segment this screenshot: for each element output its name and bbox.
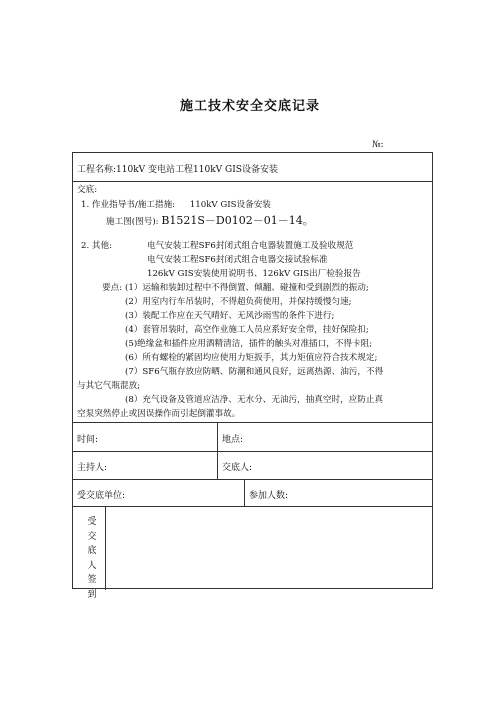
others-line: 电气安装工程SF6封闭式组合电器交接试验标准 bbox=[147, 255, 328, 265]
signature-label: 受交底人签到 bbox=[87, 517, 97, 600]
row-divider bbox=[73, 451, 432, 452]
drawing-number: B1521S－D0102－01－14。 bbox=[161, 214, 314, 227]
others-line: 126kV GIS安装使用说明书、126kV GIS出厂检验报告 bbox=[147, 269, 361, 279]
place-label: 地点: bbox=[222, 435, 244, 445]
point-item: (5)绝缘盆和插件应用酒精清洁，插件的触头对准插口，不得卡阻; bbox=[125, 339, 373, 349]
points-label: 要点: bbox=[102, 283, 123, 293]
point-item: (1）运输和装卸过程中不得倒置、倾翻、碰撞和受到剧烈的振动; bbox=[125, 283, 369, 293]
point-item: (2）用室内行车吊装时，不得超负荷使用，并保持缓慢匀速; bbox=[125, 297, 352, 307]
point-item: (8）充气设备及管道应洁净、无水分、无油污，抽真空时，应防止真 bbox=[125, 395, 384, 405]
point-item: (6）所有螺栓的紧固均应使用力矩扳手，其力矩值应符合技术规定; bbox=[125, 353, 378, 363]
row-divider bbox=[73, 422, 432, 423]
project-name-label: 工程名称: bbox=[77, 165, 117, 175]
row-divider bbox=[73, 506, 432, 507]
guide-row bbox=[81, 198, 271, 210]
point-item: (7）SF6气瓶存放应防晒、防潮和通风良好，远离热源、油污，不得 bbox=[125, 367, 384, 377]
column-divider bbox=[217, 422, 218, 479]
point-item: (3）装配工作应在天气晴好、无风沙雨雪的条件下进行; bbox=[125, 311, 335, 321]
time-label: 时间: bbox=[77, 435, 99, 445]
point-item: (4）套管吊装时，高空作业施工人员应系好安全带，挂好保险扣; bbox=[125, 325, 369, 335]
point-item-continuation: 空泵突然停止或因误操作而引起倒灌事故。 bbox=[77, 409, 241, 419]
others-label: 2. 其他: bbox=[81, 241, 113, 251]
guide-value: 110kV GIS设备安装 bbox=[189, 200, 271, 210]
drawing-label: 施工图(图号): bbox=[106, 217, 159, 227]
record-table bbox=[72, 152, 433, 600]
briefing-heading: 交底: bbox=[77, 185, 98, 195]
point-item-continuation: 与其它气瓶混放; bbox=[77, 381, 141, 391]
drawing-row bbox=[106, 212, 314, 228]
row-divider bbox=[73, 479, 432, 480]
participants-label: 参加人数: bbox=[249, 491, 289, 501]
document-title: 施工技术安全交底记录 bbox=[179, 99, 320, 114]
receiving-unit-label: 受交底单位: bbox=[77, 491, 126, 501]
column-divider bbox=[105, 506, 106, 590]
row-divider bbox=[73, 181, 432, 182]
presenter-label: 交底人: bbox=[222, 463, 253, 473]
project-name-value: 110kV 变电站工程110kV GIS设备安装 bbox=[116, 165, 278, 175]
host-label: 主持人: bbox=[77, 463, 108, 473]
document-number-label: №: bbox=[372, 140, 384, 150]
guide-label: 1. 作业指导书/施工措施: bbox=[81, 200, 176, 210]
briefing-cell bbox=[77, 183, 432, 421]
project-name-row bbox=[77, 162, 278, 175]
column-divider bbox=[244, 479, 245, 506]
others-line: 电气安装工程SF6封闭式组合电器装置施工及验收规范 bbox=[147, 241, 354, 251]
